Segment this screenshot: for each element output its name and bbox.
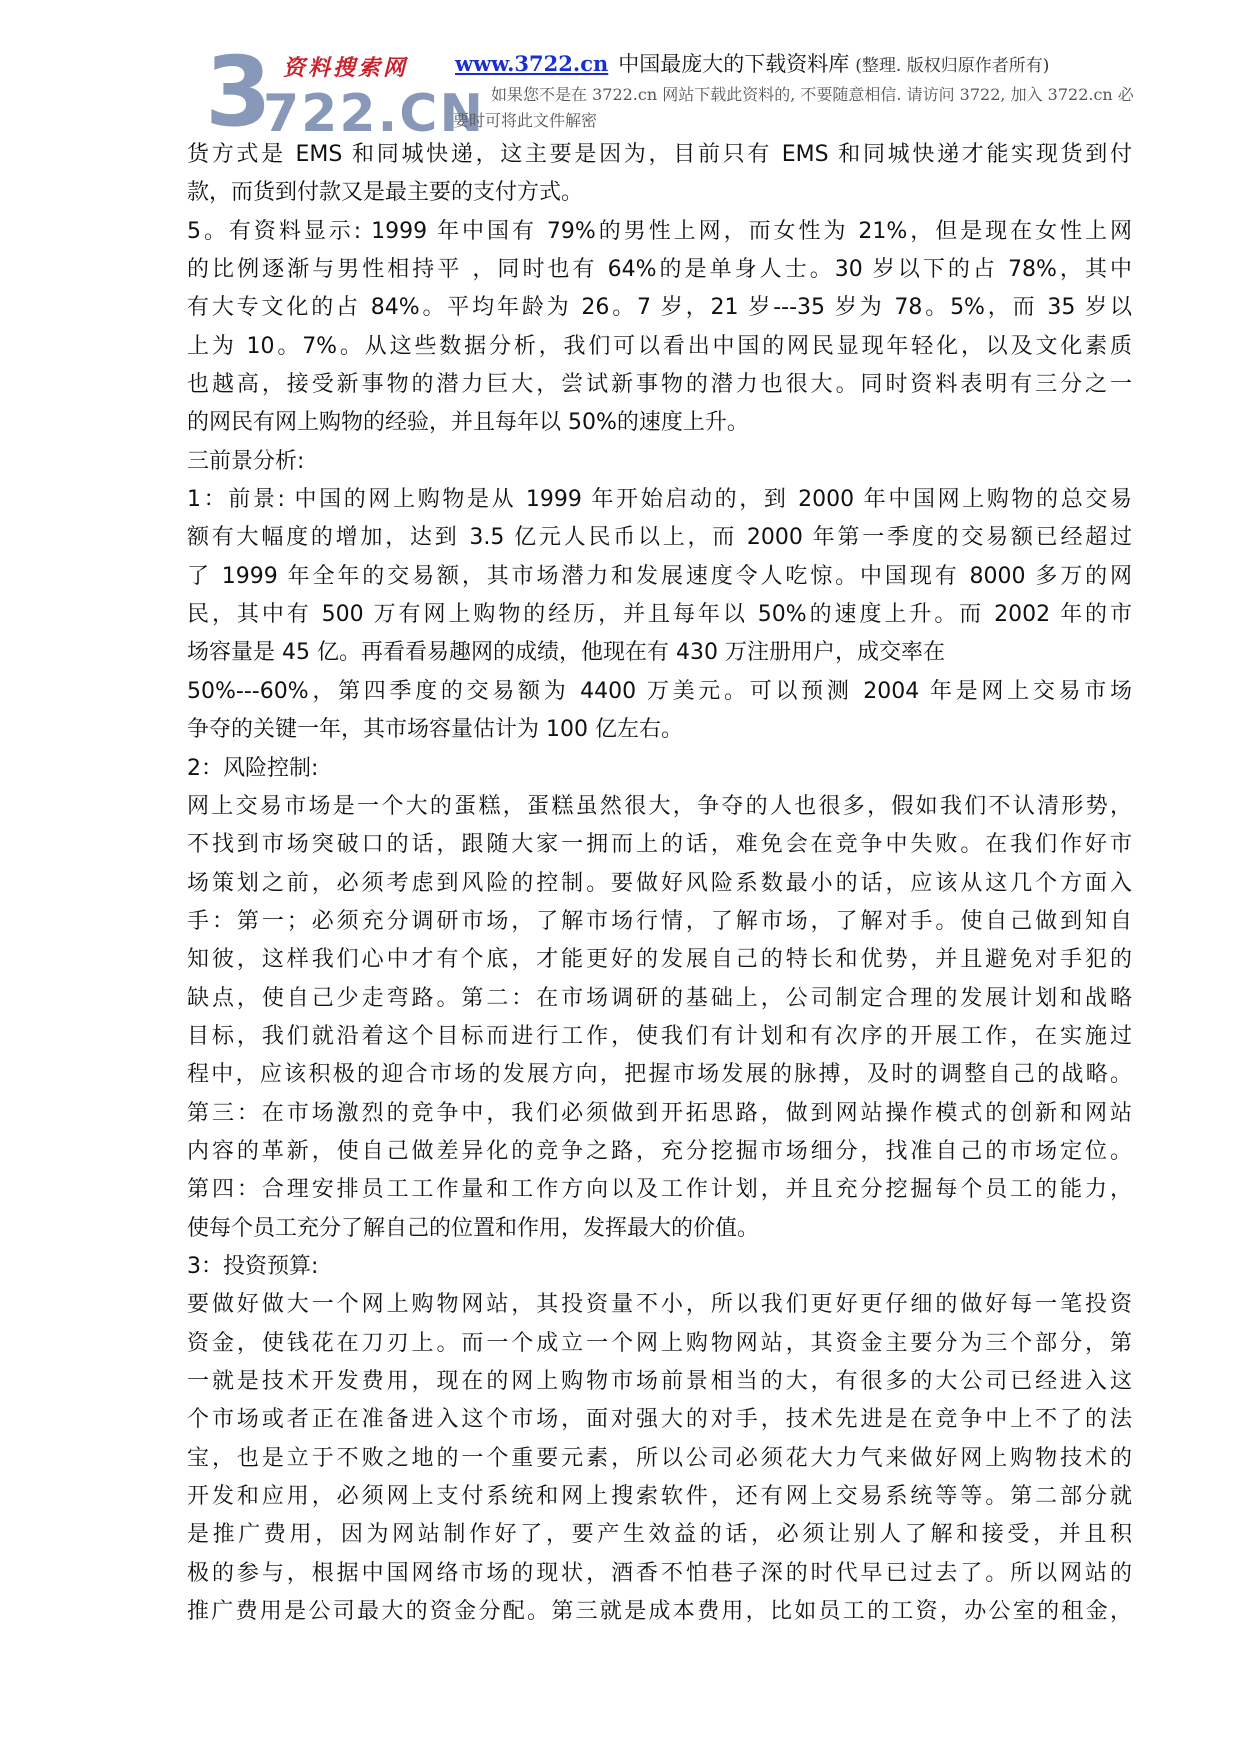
text-line: 内容的革新，使自己做差异化的竞争之路，充分挖掘市场细分，找准自己的市场定位。 (187, 1138, 1132, 1164)
text-line: 极的参与，根据中国网络市场的现状，酒香不怕巷子深的时代早已过去了。所以网站的 (187, 1560, 1132, 1586)
text-line: 的网民有网上购物的经验，并且每年以 50%的速度上升。 (187, 410, 749, 436)
text-line: 上为 10。7%。从这些数据分析，我们可以看出中国的网民显现年轻化，以及文化素质 (187, 333, 1132, 359)
text-line: 民，其中有 500 万有网上购物的经历，并且每年以 50%的速度上升。而 2002 年的市 (187, 602, 1132, 628)
copyright-note: (整理. 版权归原作者所有) (855, 56, 1050, 76)
text-line: 程中，应该积极的迎合市场的发展方向，把握市场发展的脉搏，及时的调整自己的战略。 (187, 1062, 1132, 1088)
document-body (187, 136, 1132, 1631)
site-url-link[interactable]: www.3722.cn (455, 51, 609, 76)
header-title-row (455, 52, 1049, 78)
text-line: 有大专文化的占 84%。平均年龄为 26。7 岁，21 岁---35 岁为 78。5%，而 35 岁以 (187, 295, 1132, 321)
text-line: 宝，也是立于不败之地的一个重要元素，所以公司必须花大力气来做好网上购物技术的 (187, 1445, 1132, 1471)
text-line: 一就是技术开发费用，现在的网上购物市场前景相当的大，有很多的大公司已经进入这 (187, 1369, 1132, 1394)
text-line: 款，而货到付款又是最主要的支付方式。 (187, 180, 584, 206)
section-heading: 三前景分析: (187, 448, 305, 474)
subsection-heading: 3：投资预算: (187, 1253, 319, 1279)
text-line: 50%---60%，第四季度的交易额为 4400 万美元。可以预测 2004 年是网上交易市场 (187, 678, 1132, 704)
text-line: 缺点，使自己少走弯路。第二：在市场调研的基础上，公司制定合理的发展计划和战略 (187, 985, 1132, 1011)
text-line: 场容量是 45 亿。再看看易趣网的成绩，他现在有 430 万注册用户，成交率在 (187, 640, 945, 666)
text-line: 货方式是 EMS 和同城快递，这主要是因为，目前只有 EMS 和同城快递才能实现货到付 (187, 142, 1132, 167)
text-line: 开发和应用，必须网上支付系统和网上搜索软件，还有网上交易系统等等。第二部分就 (187, 1484, 1132, 1510)
text-line: 推广费用是公司最大的资金分配。第三就是成本费用，比如员工的工资，办公室的租金， (187, 1599, 1132, 1625)
download-notice: 如果您不是在 3722.cn 网站下载此资料的, 不要随意相信. 请访问 3722, 加入 3722.cn 必要时可将此文件解密 (453, 85, 1134, 130)
text-line: 也越高，接受新事物的潜力巨大，尝试新事物的潜力也很大。同时资料表明有三分之一 (187, 372, 1132, 398)
text-line: 第四：合理安排员工工作量和工作方向以及工作计划，并且充分挖掘每个员工的能力， (187, 1177, 1132, 1203)
logo-digit: 3 (205, 36, 270, 148)
text-line: 目标，我们就沿着这个目标而进行工作，使我们有计划和有次序的开展工作，在实施过 (187, 1023, 1132, 1049)
text-line: 手：第一；必须充分调研市场，了解市场行情，了解市场，了解对手。使自己做到知自 (187, 908, 1132, 934)
text-line: 了 1999 年全年的交易额，其市场潜力和发展速度令人吃惊。中国现有 8000 多万的网 (187, 563, 1132, 589)
text-line: 争夺的关键一年，其市场容量估计为 100 亿左右。 (187, 717, 683, 743)
text-line: 资金，使钱花在刀刃上。而一个成立一个网上购物网站，其资金主要分为三个部分，第 (187, 1330, 1132, 1356)
text-line: 个市场或者正在准备进入这个市场，面对强大的对手，技术先进是在竞争中上不了的法 (187, 1407, 1132, 1433)
site-logo[interactable] (205, 36, 485, 148)
text-line: 第三：在市场激烈的竞争中，我们必须做到开拓思路，做到网站操作模式的创新和网站 (187, 1100, 1132, 1126)
text-line: 不找到市场突破口的话，跟随大家一拥而上的话，难免会在竞争中失败。在我们作好市 (187, 832, 1132, 858)
text-line: 使每个员工充分了解自己的位置和作用，发挥最大的价值。 (187, 1215, 760, 1241)
logo-domain: 722.CN (263, 84, 485, 144)
logo-slogan: 资料搜索网 (283, 55, 409, 81)
text-line: 5。有资料显示: 1999 年中国有 79%的男性上网，而女性为 21%，但是现在女性上网 (187, 218, 1132, 244)
text-line: 的比例逐渐与男性相持平 ，同时也有 64%的是单身人士。30 岁以下的占 78%，其中 (187, 257, 1132, 283)
text-line: 1：前景: 中国的网上购物是从 1999 年开始启动的，到 2000 年中国网上购物的总交易 (187, 487, 1132, 513)
subsection-heading: 2：风险控制: (187, 755, 319, 781)
page-header (0, 0, 1241, 150)
text-line: 网上交易市场是一个大的蛋糕，蛋糕虽然很大，争夺的人也很多，假如我们不认清形势， (187, 793, 1132, 819)
text-line: 要做好做大一个网上购物网站，其投资量不小，所以我们更好更仔细的做好每一笔投资 (187, 1292, 1132, 1318)
text-line: 知彼，这样我们心中才有个底，才能更好的发展自己的特长和优势，并且避免对手犯的 (187, 947, 1132, 973)
text-line: 场策划之前，必须考虑到风险的控制。要做好风险系数最小的话，应该从这几个方面入 (187, 870, 1132, 896)
site-title: 中国最庞大的下载资料库 (618, 52, 850, 76)
text-line: 是推广费用，因为网站制作好了，要产生效益的话，必须让别人了解和接受，并且积 (187, 1522, 1132, 1548)
text-line: 额有大幅度的增加，达到 3.5 亿元人民币以上，而 2000 年第一季度的交易额已经超过 (187, 525, 1132, 551)
